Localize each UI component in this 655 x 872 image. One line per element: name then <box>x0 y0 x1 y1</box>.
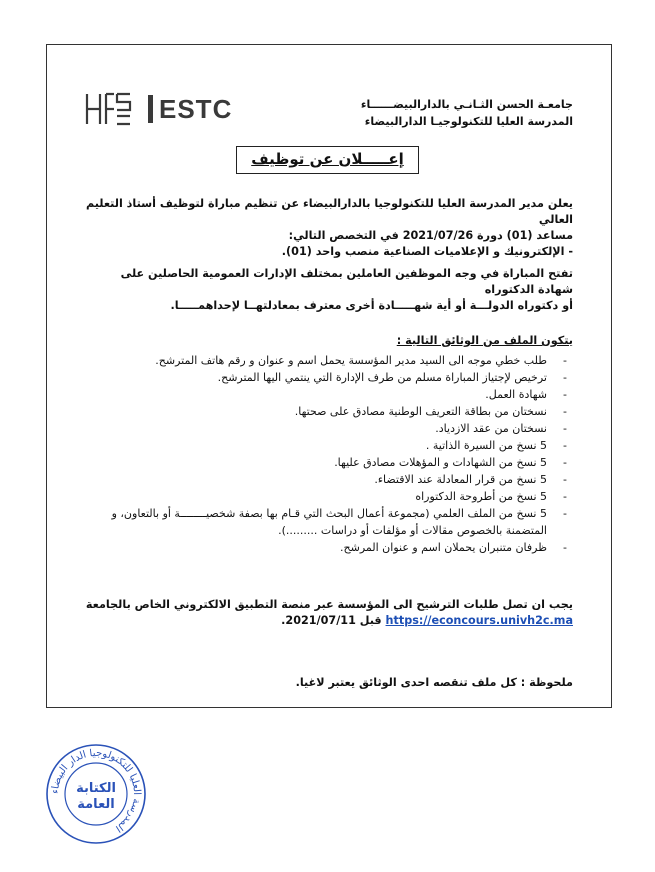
eligibility-line-2: أو دكتوراه الدولـــة أو أية شهـــــادة أخرى معترف بمعادلتهــا لإحداهمـــــا. <box>170 299 573 312</box>
list-item: - 5 نسخ من قرار المعادلة عند الاقتضاء. <box>73 471 573 488</box>
intro-paragraph <box>83 196 573 260</box>
list-item: - شهادة العمل. <box>73 386 573 403</box>
submission-paragraph <box>83 597 573 629</box>
university-name: جامعـة الحسن الثـانـي بالدارالبيضــــــاء <box>360 98 573 111</box>
institution-header <box>361 96 573 130</box>
documents-heading <box>83 333 573 349</box>
logo-text: ESTC <box>159 93 233 124</box>
list-item: - 5 نسخ من الملف العلمي (مجموعة أعمال البحث التي قـام بها بصفة شخصيــــــــة أو بالتعاون، و المتضمنة بالخصوص مقالات أو مؤلفات أو دراسات .........). <box>73 505 573 539</box>
intro-line-1: يعلن مدير المدرسة العليا للتكنولوجيا بالدارالبيضاء عن تنظيم مباراة لتوظيف أستاذ التعليم العالي <box>85 197 573 226</box>
note: ملحوظة : كل ملف تنقصه احدى الوثائق يعتبر لاغيا. <box>295 676 573 689</box>
stamp-center-2: العامة <box>77 797 115 812</box>
school-stamp-icon <box>44 742 148 846</box>
eligibility-line-1: تفتح المباراة في وجه الموظفين العاملين بمختلف الإدارات العمومية الحاصلين على شهادة الدكتوراه <box>120 267 573 296</box>
logo-divider <box>148 95 153 123</box>
list-item: - ظرفان متنبران يحملان اسم و عنوان المرشح. <box>73 539 573 556</box>
announcement-title: إعـــــلان عن توظيف <box>236 146 419 174</box>
estc-logo-mark-icon <box>84 92 144 126</box>
intro-line-2: مساعد (01) دورة 2021/07/26 في التخصص التالي: <box>288 229 573 242</box>
list-item: - 5 نسخ من أطروحة الدكتوراه <box>73 488 573 505</box>
list-item: - طلب خطي موجه الى السيد مدير المؤسسة يحمل اسم و عنوان و رقم هاتف المترشح. <box>73 352 573 369</box>
announcement-title-box <box>0 146 655 174</box>
list-item: - نسختان من بطاقة التعريف الوطنية مصادق على صحتها. <box>73 403 573 420</box>
submission-line-1: يجب ان تصل طلبات الترشيح الى المؤسسة عبر منصة التطبيق الالكتروني الخاص بالجامعة <box>85 598 573 611</box>
list-item: - 5 نسخ من السيرة الذاتية . <box>73 437 573 454</box>
intro-line-3: - الإلكترونيك و الإعلاميات الصناعية منصب واحد (01). <box>281 245 573 258</box>
stamp-ring-text: المدرسة العليا للتكنولوجيا الدار البيضاء <box>49 747 143 834</box>
school-name: المدرسة العليا للتكنولوجيـا الدارالبيضاء <box>364 115 573 128</box>
stamp-center-1: الكتابة <box>76 781 116 796</box>
documents-title: يتكون الملف من الوثائق التالية : <box>396 334 573 347</box>
estc-logo <box>84 92 232 126</box>
list-item: - ترخيص لإجتياز المباراة مسلم من طرف الإدارة التي ينتمي اليها المترشح. <box>73 369 573 386</box>
submission-deadline: قبل 2021/07/11. <box>281 614 382 627</box>
submission-link[interactable]: https://econcours.univh2c.ma <box>385 614 573 627</box>
list-item: - نسختان من عقد الازدياد. <box>73 420 573 437</box>
list-item: - 5 نسخ من الشهادات و المؤهلات مصادق عليها. <box>73 454 573 471</box>
eligibility-paragraph <box>83 266 573 314</box>
submission-line-2 <box>83 613 573 629</box>
documents-list <box>73 352 573 556</box>
